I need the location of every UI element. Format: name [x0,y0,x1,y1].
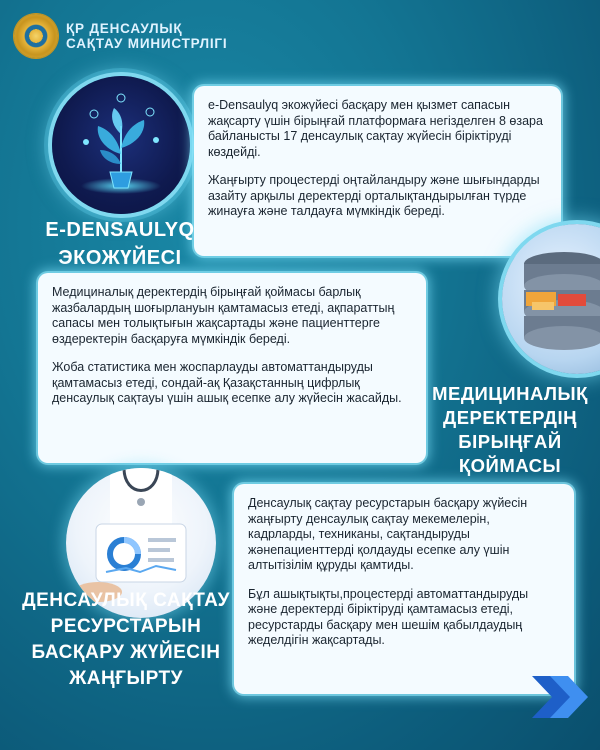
section1-title [20,216,220,272]
double-chevron-right-icon [528,672,594,722]
ministry-name [66,21,227,51]
section1-title-line2: ЭКОЖҮЙЕСІ [58,247,182,269]
section3-paragraph1: Денсаулық сақтау ресурстарын басқару жүйесін жаңғырту денсаулық сақтау мекемелерін, кадрларды, техниканы, сақтандыруды жәнепациенттерді қолдауды есепке алу үшін алтытізілім құруды қамтиды. [248,496,528,572]
section2-paragraph1: Медициналық деректердің бірыңғай қоймасы барлық жазбалардың шоғырлануын қамтамасыз етеді, ақпараттың сапасы мен толықтығын жақсартады және пациенттерге өздеректерін басқаруға мүмкіндік береді. [52,285,395,346]
section1-paragraph2: Жаңғырту процестерді оңтайландыру және шығындарды азайту арқылы деректерді орталықтандырылған түрде жинауға және талдауға мүмкіндік береді. [208,173,540,218]
section3-title-line2: РЕСУРСТАРЫН [50,616,202,637]
section3-card [234,484,574,694]
section1-title-line1: E-DENSAULYQ [45,219,195,241]
state-emblem-icon [14,14,58,58]
section2-title-line1: МЕДИЦИНАЛЫҚ [432,383,588,404]
section3-paragraph2: Бұл ашықтықты,процестерді автоматтандыруды және деректерді біріктіруді қамтамасыз етеді, ресурстарды басқару мен шешім қабылдаудың жеделдігін жақсартады. [248,586,529,647]
section3-title-line4: ЖАҢҒЫРТУ [69,668,183,689]
ministry-name-line1: ҚР ДЕНСАУЛЫҚ [66,21,183,36]
section2-title-line2: ДЕРЕКТЕРДІҢ [443,407,577,428]
section2-card [38,273,426,463]
section3-title [8,588,244,692]
section2-title-line4: ҚОЙМАСЫ [458,455,562,476]
section2-title [430,382,590,478]
header [14,14,227,58]
section2-paragraph2: Жоба статистика мен жоспарлауды автоматтандыруды қамтамасыз етеді, сондай-ақ Қазақстанның цифрлық денсаулық сақтауы үшін ашық есепке алу жүйесін жасайды. [52,360,402,405]
ministry-name-line2: САҚТАУ МИНИСТРЛІГІ [66,36,228,51]
section2-title-line3: БІРЫҢҒАЙ [458,431,562,452]
section1-card [194,86,561,256]
next-button[interactable] [528,672,594,722]
digital-plant-icon [52,76,190,214]
section3-title-line3: БАСҚАРУ ЖҮЙЕСІН [31,642,221,663]
section3-title-line1: ДЕНСАУЛЫҚ САҚТАУ [22,590,230,611]
section1-paragraph1: e-Densaulyq экожүйесі басқару мен қызмет сапасын жақсарту үшін бірыңғай платформаға негізделген 8 өзара байланысты 17 денсаулық сақтау жүйесін біріктіруді көздейді. [208,98,543,159]
